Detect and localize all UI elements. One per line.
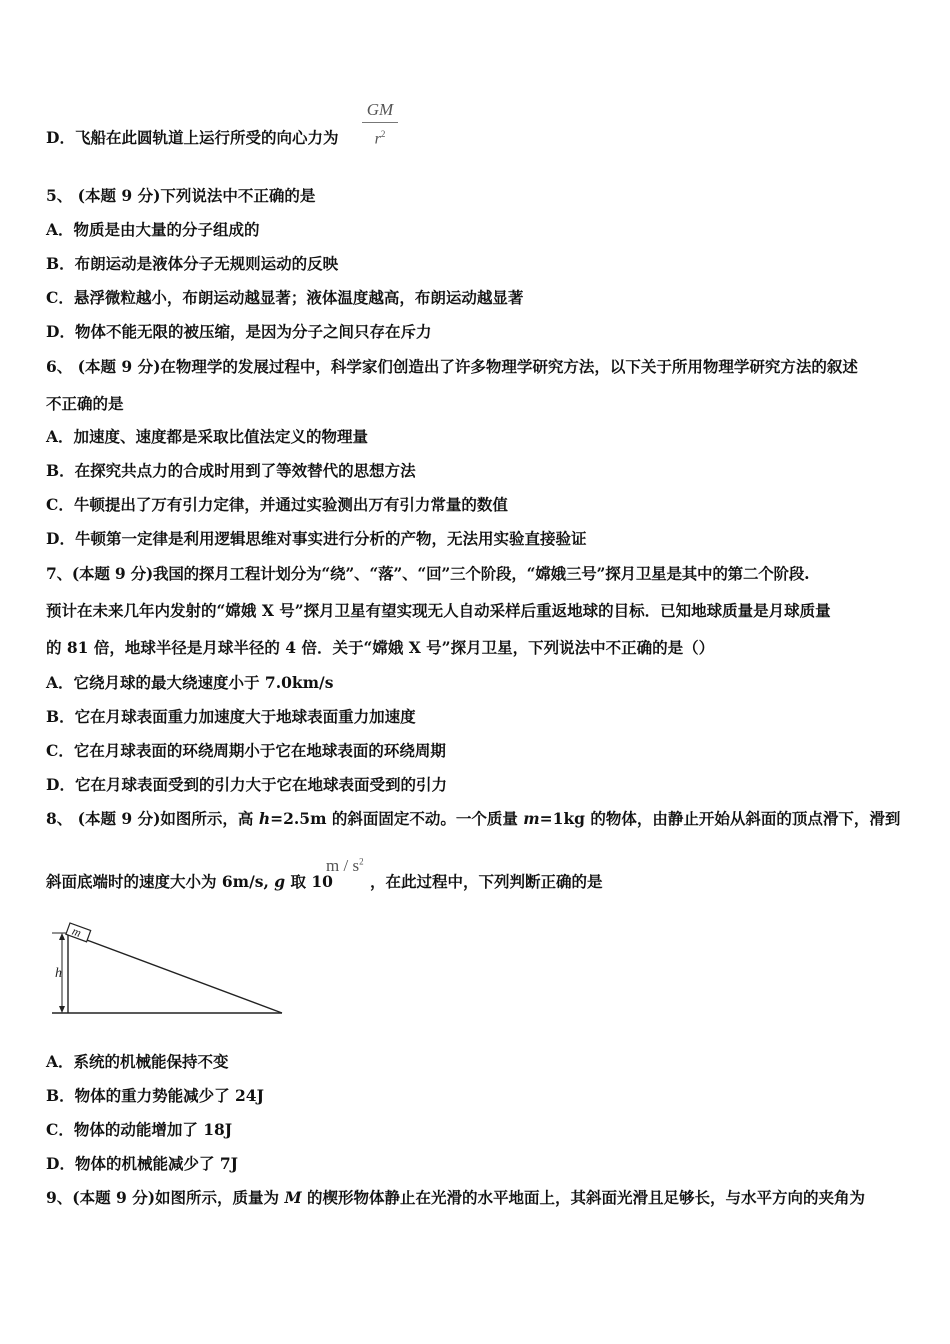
q9-stem: [46, 1188, 865, 1208]
q8-stem2-part-c: ，在此过程中，下列判断正确的是: [370, 872, 603, 891]
block-m: [66, 922, 91, 943]
q6-option-d: D．牛顿第一定律是利用逻辑思维对事实进行分析的产物，无法用实验直接验证: [46, 529, 587, 548]
q5-option-b: B．布朗运动是液体分子无规则运动的反映: [46, 254, 339, 273]
q8-option-c: C．物体的动能增加了 18J: [46, 1120, 233, 1139]
q8-option-d: D．物体的机械能减少了 7J: [46, 1154, 238, 1173]
q9-stem-part-a: 9、(本题 9 分)如图所示，质量为: [46, 1188, 285, 1207]
q5-stem: 5、 (本题 9 分)下列说法中不正确的是: [46, 186, 316, 205]
q7-stem-line2: 预计在未来几年内发射的“嫦娥 X 号”探月卫星有望实现无人自动采样后重返地球的目标．已知地球质量是月球质量: [46, 601, 831, 620]
q7-option-c: C．它在月球表面的环绕周期小于它在地球表面的环绕周期: [46, 741, 446, 760]
q8-stem-part-c: =1kg 的物体，由静止开始从斜面的顶点滑下，滑到: [539, 809, 901, 828]
height-arrow-down: [59, 1006, 65, 1013]
q8-stem-part-b: =2.5m 的斜面固定不动。一个质量: [270, 809, 524, 828]
formula-numerator: GM: [366, 100, 394, 119]
q8-stem2-part-a: 斜面底端时的速度大小为 6m/s,: [46, 872, 275, 891]
q4-option-d: [46, 128, 338, 148]
var-g: g: [274, 872, 286, 891]
q8-option-b: B．物体的重力势能减少了 24J: [46, 1086, 264, 1105]
height-label: h: [55, 966, 62, 981]
height-arrow-up: [59, 933, 65, 940]
q7-stem-line1: 7、(本题 9 分)我国的探月工程计划分为“绕”、“落”、“回”三个阶段，“嫦娥三号”探月卫星是其中的第二个阶段.: [46, 564, 810, 583]
block-label: m: [70, 923, 84, 940]
fraction-bar: [362, 122, 398, 123]
q5-option-d: D．物体不能无限的被压缩，是因为分子之间只存在斥力: [46, 322, 432, 341]
q5-option-c: C．悬浮微粒越小，布朗运动越显著；液体温度越高，布朗运动越显著: [46, 288, 524, 307]
centripetal-force-formula: [362, 100, 398, 148]
q4-option-d-text: D．飞船在此圆轨道上运行所受的向心力为: [46, 128, 339, 147]
q8-stem2-part-b: 取 10: [285, 872, 333, 891]
q8-stem-line1: [46, 809, 900, 829]
formula-denominator: $r^2$: [374, 129, 386, 148]
acceleration-unit: m / $s^2$: [326, 856, 364, 875]
q8-stem-part-a: 8、 (本题 9 分)如图所示，高: [46, 809, 259, 828]
q7-option-b: B．它在月球表面重力加速度大于地球表面重力加速度: [46, 707, 416, 726]
incline-slope: [68, 933, 282, 1013]
q6-stem-line1: 6、 (本题 9 分)在物理学的发展过程中，科学家们创造出了许多物理学研究方法，以下关于所用物理学研究方法的叙述: [46, 357, 858, 376]
q8-stem-line2: [46, 872, 333, 892]
incline-diagram: [44, 914, 289, 1019]
q6-option-b: B．在探究共点力的合成时用到了等效替代的思想方法: [46, 461, 416, 480]
q6-option-a: A．加速度、速度都是采取比值法定义的物理量: [46, 427, 369, 446]
var-h: h: [258, 809, 271, 828]
q6-option-c: C．牛顿提出了万有引力定律，并通过实验测出万有引力常量的数值: [46, 495, 508, 514]
q7-option-a: A．它绕月球的最大绕速度小于 7.0km/s: [46, 673, 334, 692]
var-M: M: [284, 1188, 302, 1207]
q7-option-d: D．它在月球表面受到的引力大于它在地球表面受到的引力: [46, 775, 447, 794]
q9-stem-part-b: 的楔形物体静止在光滑的水平地面上，其斜面光滑且足够长，与水平方向的夹角为: [301, 1188, 866, 1207]
q5-option-a: A．物质是由大量的分子组成的: [46, 220, 260, 239]
var-m: m: [523, 809, 540, 828]
q7-stem-line3: 的 81 倍，地球半径是月球半径的 4 倍．关于“嫦娥 X 号”探月卫星，下列说法中不正确的是（）: [46, 638, 715, 657]
q8-option-a: A．系统的机械能保持不变: [46, 1052, 229, 1071]
q6-stem-line2: 不正确的是: [46, 394, 124, 413]
